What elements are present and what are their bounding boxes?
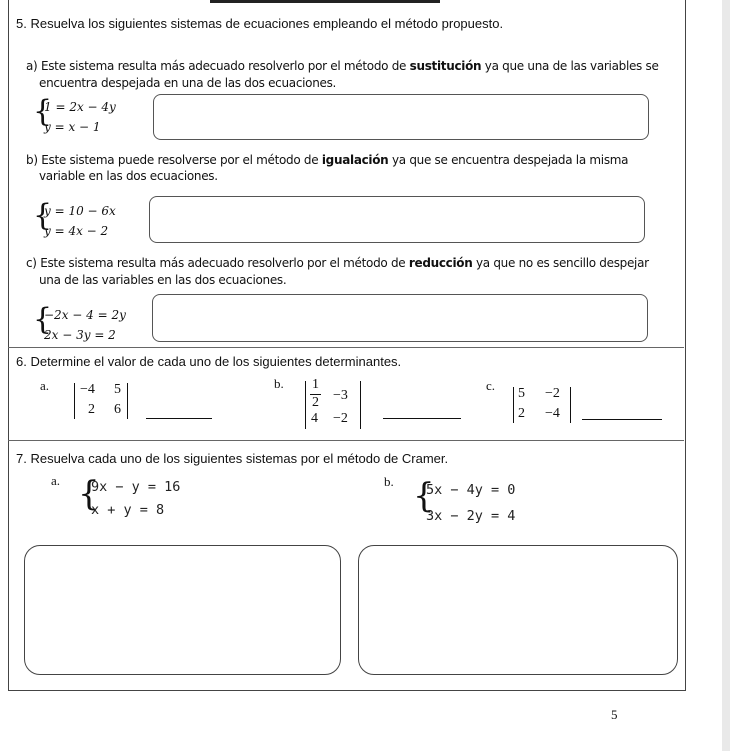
ex6c-r2c2: −4 [545,406,560,421]
ex7b-answer-box[interactable] [358,545,678,675]
ex5c-text-line1: c) Este sistema resulta más adecuado resolverlo por el método de reducción ya que no es sencillo despejar [26,256,649,270]
ex6c-answer-line[interactable] [582,419,662,420]
ex7a-eq2: x + y = 8 [91,502,165,518]
top-rule [210,0,440,3]
ex5a-answer-box[interactable] [153,94,649,140]
ex5b-eq1: y = 10 − 6x [44,204,116,218]
ex5a-text-line2: encuentra despejada en una de las dos ecuaciones. [39,76,337,90]
ex5a-text-line1: a) Este sistema resulta más adecuado resolverlo por el método de sustitución ya que una de las variables se [26,59,659,73]
ex6a-label: a. [40,378,50,393]
ex6a-r1c1: −4 [80,382,95,397]
ex7b-label: b. [384,474,394,489]
ex5c-eq1: −2x − 4 = 2y [44,308,126,322]
ex5b-text-line2: variable en las dos ecuaciones. [39,169,218,183]
ex6c-r1c2: −2 [545,386,560,401]
ex7b-brace: { [413,476,435,516]
ex7a-answer-box[interactable] [24,545,341,675]
ex5b-answer-box[interactable] [149,196,645,243]
ex6a-answer-line[interactable] [146,418,212,419]
ex6b-r2c1: 4 [311,411,318,426]
ex6b-label: b. [274,376,284,391]
ex7a-label: a. [51,473,61,488]
ex6c-r1c1: 5 [518,386,525,401]
ex5a-brace: { [33,94,53,129]
ex6c-r2c1: 2 [518,406,525,421]
ex7-title: 7. Resuelva cada uno de los siguientes sistemas por el método de Cramer. [16,451,449,466]
ex5c-text-line2: una de las variables en las dos ecuaciones. [39,273,287,287]
ex6b-frac-num: 1 [312,377,319,392]
ex7b-eq2: 3x − 2y = 4 [426,508,516,524]
ex5b-eq2: y = 4x − 2 [44,224,109,238]
divider [8,440,684,441]
page-edge-shadow [722,0,730,751]
ex5a-eq2: y = x − 1 [44,120,101,134]
ex5c-eq2: 2x − 3y = 2 [44,328,116,342]
ex5b-brace: { [33,198,53,233]
ex6a-r2c1: 2 [88,402,95,417]
divider [8,347,684,348]
ex6b-answer-line[interactable] [383,418,461,419]
ex6a-r2c2: 6 [114,402,121,417]
ex7a-eq1: 9x − y = 16 [91,479,181,495]
ex6c-label: c. [486,378,496,393]
ex7b-eq1: 5x − 4y = 0 [426,482,516,498]
ex7a-brace: { [78,474,100,514]
ex5b-text-line1: b) Este sistema puede resolverse por el método de igualación ya que se encuentra despejada la misma [26,153,629,167]
ex5c-answer-box[interactable] [152,294,648,342]
page-number: 5 [611,707,618,722]
ex5-title: 5. Resuelva los siguientes sistemas de ecuaciones empleando el método propuesto. [16,16,504,31]
ex6b-r2c2: −2 [333,411,348,426]
ex6b-r1c2: −3 [333,388,348,403]
ex5a-eq1: 1 = 2x − 4y [44,100,116,114]
ex6b-frac-den: 2 [312,395,319,410]
ex5c-brace: { [33,302,53,337]
ex6-title: 6. Determine el valor de cada uno de los siguientes determinantes. [16,354,402,369]
ex6a-r1c2: 5 [114,382,121,397]
